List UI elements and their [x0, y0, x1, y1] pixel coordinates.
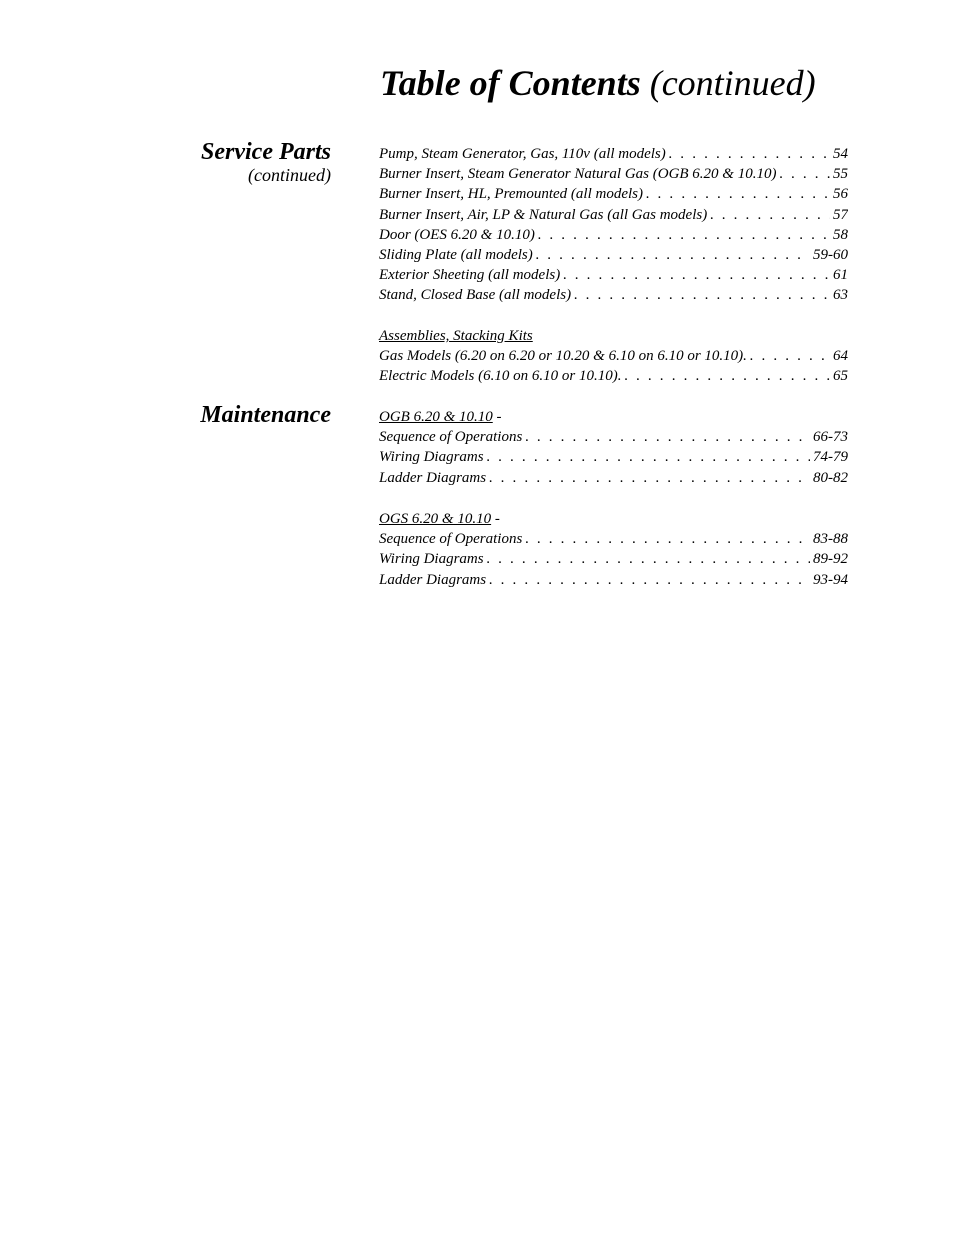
toc-entry-title: Sequence of Operations — [379, 429, 523, 446]
toc-page-number: 57 — [833, 206, 848, 223]
toc-page-number: 64 — [833, 348, 848, 365]
toc-entry[interactable] — [379, 529, 848, 549]
toc-entry-title: Stand, Closed Base (all models) — [379, 287, 572, 304]
page-title-suffix: (continued) — [649, 63, 816, 103]
toc-entry[interactable] — [379, 205, 848, 225]
toc-entry-title: Exterior Sheeting (all models) — [379, 267, 561, 284]
toc-entry-title: Burner Insert, HL, Premounted (all models) — [379, 186, 643, 203]
toc-entry-title: Door (OES 6.20 & 10.10) — [379, 226, 535, 243]
toc-subgroup-label[interactable] — [379, 407, 848, 427]
toc-entry[interactable] — [379, 184, 848, 204]
section-subheading: (continued) — [248, 165, 331, 185]
toc-page-number: 80-82 — [813, 469, 848, 486]
toc-leader — [484, 447, 810, 467]
toc-leader — [666, 144, 830, 164]
toc-entry[interactable] — [379, 144, 848, 164]
toc-entry-title: Wiring Diagrams — [379, 449, 484, 466]
toc-entry[interactable] — [379, 245, 848, 265]
toc-entry[interactable] — [379, 164, 848, 184]
toc-subgroup-dash: - — [491, 511, 500, 527]
toc-page-number: 66-73 — [813, 429, 848, 446]
toc-subgroup-label-text: OGS 6.20 & 10.10 — [379, 511, 492, 527]
toc-entry[interactable] — [379, 468, 848, 488]
toc-maintenance-ogs — [379, 509, 848, 590]
toc-subgroup-label-text: OGB 6.20 & 10.10 — [379, 409, 493, 425]
toc-entry[interactable] — [379, 366, 848, 386]
toc-entry-title: Sequence of Operations — [379, 531, 523, 548]
toc-leader — [643, 184, 830, 204]
toc-subgroup-label-text: Assemblies, Stacking Kits — [379, 328, 533, 344]
toc-page-number: 83-88 — [813, 531, 848, 548]
toc-subgroup-label[interactable] — [379, 509, 848, 529]
toc-entry[interactable] — [379, 570, 848, 590]
toc-leader — [747, 346, 830, 366]
toc-entry-title: Electric Models (6.10 on 6.10 or 10.10). — [379, 368, 622, 385]
toc-maintenance-ogb — [379, 407, 848, 488]
toc-leader — [486, 468, 810, 488]
page-title — [380, 62, 816, 104]
toc-subgroup-dash: - — [492, 409, 502, 425]
toc-entry-title: Gas Models (6.20 on 6.20 or 10.20 & 6.10 on 6.10 or 10.10). — [379, 348, 747, 365]
toc-leader — [707, 205, 830, 225]
toc-leader — [776, 164, 830, 184]
toc-entry[interactable] — [379, 549, 848, 569]
toc-page-number: 54 — [833, 146, 848, 162]
page-title-main: Table of Contents — [380, 63, 641, 103]
toc-stacking-kits — [379, 326, 848, 387]
toc-entry[interactable] — [379, 265, 848, 285]
toc-entry[interactable] — [379, 225, 848, 245]
toc-entry[interactable] — [379, 285, 848, 305]
toc-entry-title: Ladder Diagrams — [379, 469, 487, 486]
toc-page-number: 59-60 — [813, 246, 848, 263]
toc-entry-title: Sliding Plate (all models) — [379, 246, 533, 263]
toc-page-number: 93-94 — [813, 571, 848, 588]
toc-leader — [522, 529, 810, 549]
toc-service-parts — [379, 144, 848, 306]
toc-leader — [533, 245, 810, 265]
toc-leader — [535, 225, 830, 245]
toc-page-number: 61 — [833, 267, 848, 284]
toc-page-number: 58 — [833, 226, 848, 243]
toc-leader — [486, 570, 810, 590]
toc-entry-title: Ladder Diagrams — [379, 571, 487, 588]
toc-entry[interactable] — [379, 346, 848, 366]
toc-leader — [484, 549, 810, 569]
section-heading-service-parts — [201, 140, 331, 184]
toc-entry[interactable] — [379, 427, 848, 447]
toc-leader — [560, 265, 830, 285]
section-heading-text: Maintenance — [200, 402, 331, 428]
toc-entry[interactable] — [379, 447, 848, 467]
toc-entry-title: Pump, Steam Generator, Gas, 110v (all models) — [379, 146, 666, 162]
toc-entry-title: Burner Insert, Air, LP & Natural Gas (all Gas models) — [379, 206, 708, 223]
toc-page-number: 55 — [833, 166, 848, 183]
toc-entry-title: Wiring Diagrams — [379, 551, 484, 568]
toc-page-number: 74-79 — [813, 449, 848, 466]
toc-page-number: 89-92 — [813, 551, 848, 568]
toc-page-number: 65 — [833, 368, 848, 385]
toc-leader — [621, 366, 830, 386]
toc-page-number: 63 — [833, 287, 848, 304]
toc-leader — [522, 427, 810, 447]
section-heading-text: Service Parts — [201, 139, 331, 165]
toc-entry-title: Burner Insert, Steam Generator Natural Gas (OGB 6.20 & 10.10) — [379, 166, 777, 183]
toc-page-number: 56 — [833, 186, 848, 203]
toc-leader — [571, 285, 830, 305]
toc-subgroup-label[interactable] — [379, 326, 848, 346]
section-heading-maintenance — [200, 403, 331, 427]
